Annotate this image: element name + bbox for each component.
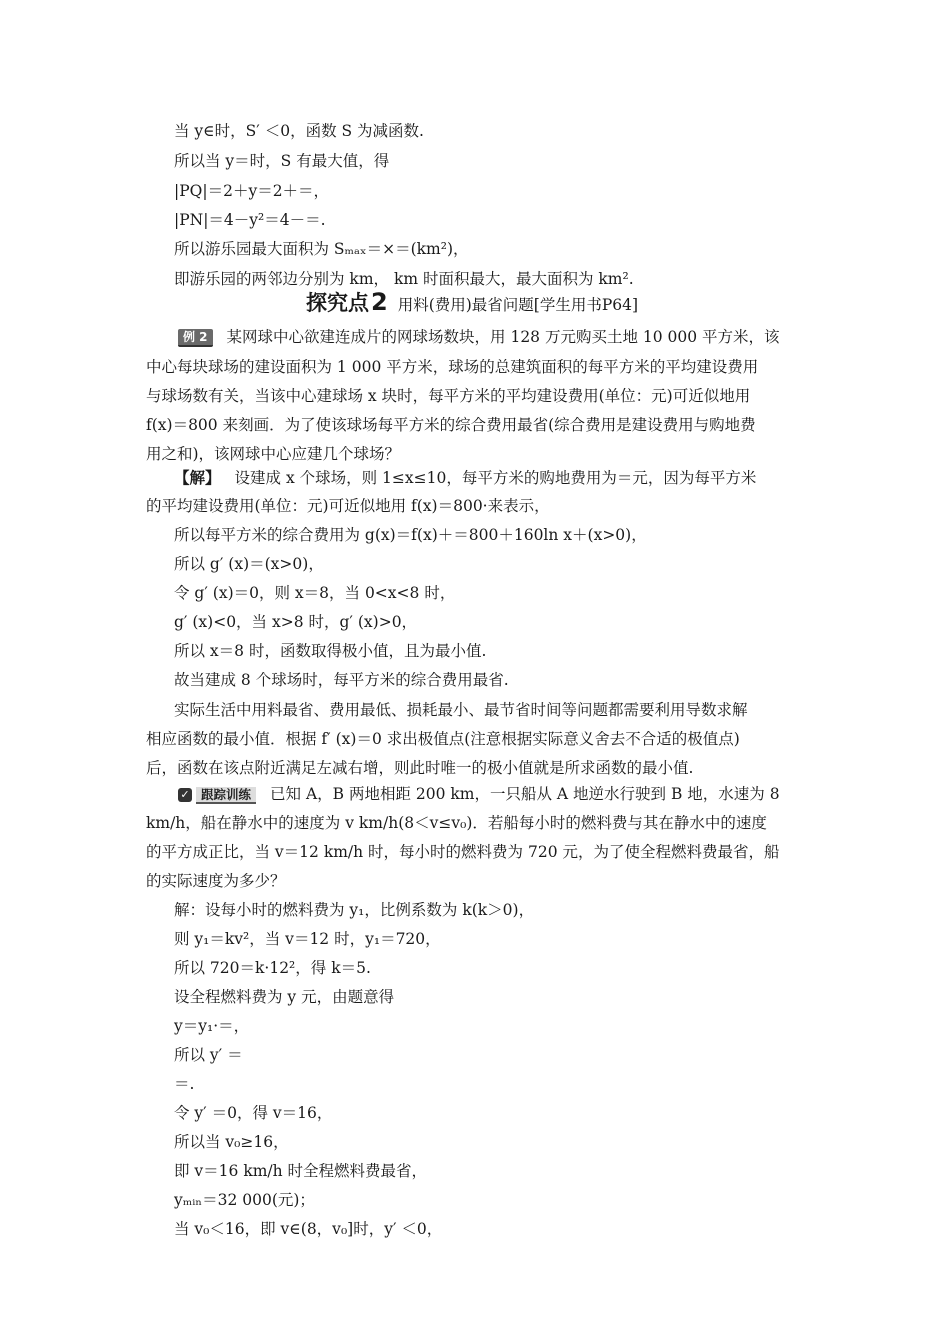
text-line: 的平均建设费用(单位：元)可近似地用 f(x)＝800·来表示， (146, 497, 550, 515)
section-subtitle: 用料(费用)最省问题[学生用书P64] (397, 296, 639, 314)
text-line: 即游乐园的两邻边分别为 km， km 时面积最大，最大面积为 km². (174, 270, 634, 288)
text-line: 所以 y′ ＝ (174, 1046, 243, 1064)
text-line: 中心每块球场的建设面积为 1 000 平方米，球场的总建筑面积的每平方米的平均建设费用 (146, 358, 759, 376)
text-line: 所以当 v₀≥16， (174, 1133, 289, 1151)
example-badge: 例 2 (178, 329, 213, 347)
text-line: 用之和)，该网球中心应建几个球场？ (146, 445, 401, 463)
text-line: 与球场数有关，当该中心建球场 x 块时，每平方米的平均建设费用(单位：元)可近似地用 (146, 387, 751, 405)
practice-first-line (178, 784, 780, 804)
section-title: 探究点 (306, 291, 369, 315)
practice-badge: ✓ 跟踪训练 (178, 787, 256, 804)
text-line: ＝. (174, 1075, 195, 1093)
text-line: f(x)＝800 来刻画．为了使该球场每平方米的综合费用最省(综合费用是建设费用与购地费 (146, 416, 756, 434)
text-line: g′ (x)<0，当 x>8 时，g′ (x)>0， (174, 613, 418, 631)
solution-first-line (174, 468, 756, 488)
text-line: 相应函数的最小值．根据 f′ (x)＝0 求出极值点(注意根据实际意义舍去不合适的极值点) (146, 730, 740, 748)
text-line: 所以游乐园最大面积为 Sₘₐₓ＝×＝(km²)， (174, 240, 469, 258)
text-line: |PQ|＝2＋y＝2＋＝， (174, 182, 330, 200)
section-heading (306, 289, 638, 318)
text-line: 后，函数在该点附近满足左减右增，则此时唯一的极小值就是所求函数的最小值. (146, 759, 694, 777)
text-line: 所以 x＝8 时，函数取得极小值，且为最小值. (174, 642, 487, 660)
text-line: 的实际速度为多少？ (146, 872, 286, 890)
text-line: 设全程燃料费为 y 元，由题意得 (174, 988, 395, 1006)
text-line: 故当建成 8 个球场时，每平方米的综合费用最省. (174, 671, 509, 689)
text-line: 即 v＝16 km/h 时全程燃料费最省， (174, 1162, 428, 1180)
text-line: 实际生活中用料最省、费用最低、损耗最小、最节省时间等问题都需要利用导数求解 (174, 701, 748, 719)
text-line: 令 g′ (x)＝0，则 x＝8，当 0<x<8 时， (174, 584, 456, 602)
text-line: 所以 g′ (x)＝(x>0)， (174, 555, 324, 573)
text-line: 当 y∈时，S′ ＜0，函数 S 为减函数. (174, 122, 424, 140)
text-line: km/h，船在静水中的速度为 v km/h(8＜v≤v₀)．若船每小时的燃料费与其在静水中的速度 (146, 814, 767, 832)
example-text: 某网球中心欲建连成片的网球场数块，用 128 万元购买土地 10 000 平方米，该 (226, 328, 780, 346)
text-line: 所以 720＝k·12²，得 k＝5. (174, 959, 371, 977)
example-first-line (178, 327, 780, 347)
text-line: 解：设每小时的燃料费为 y₁，比例系数为 k(k＞0)， (174, 901, 535, 919)
solution-label: 【解】 (174, 468, 221, 487)
check-icon: ✓ (178, 788, 192, 802)
practice-text: 已知 A，B 两地相距 200 km，一只船从 A 地逆水行驶到 B 地，水速为 8 (270, 785, 780, 803)
text-line: 令 y′ ＝0，得 v＝16， (174, 1104, 333, 1122)
text-line: y＝y₁·＝， (174, 1017, 250, 1035)
text-line: 所以当 y＝时，S 有最大值，得 (174, 152, 390, 170)
solution-text: 设建成 x 个球场，则 1≤x≤10，每平方米的购地费用为＝元，因为每平方米 (234, 469, 757, 487)
text-line: yₘᵢₙ＝32 000(元)； (174, 1191, 315, 1209)
section-number: 2 (371, 288, 388, 316)
text-line: 所以每平方米的综合费用为 g(x)＝f(x)＋＝800＋160ln x＋(x>0)， (174, 526, 647, 544)
text-line: |PN|＝4－y²＝4－＝. (174, 211, 326, 229)
text-line: 则 y₁＝kv²，当 v＝12 时，y₁＝720， (174, 930, 441, 948)
text-line: 当 v₀＜16，即 v∈(8，v₀]时，y′ ＜0， (174, 1220, 443, 1238)
text-line: 的平方成正比，当 v＝12 km/h 时，每小时的燃料费为 720 元，为了使全程燃料费最省，船 (146, 843, 780, 861)
